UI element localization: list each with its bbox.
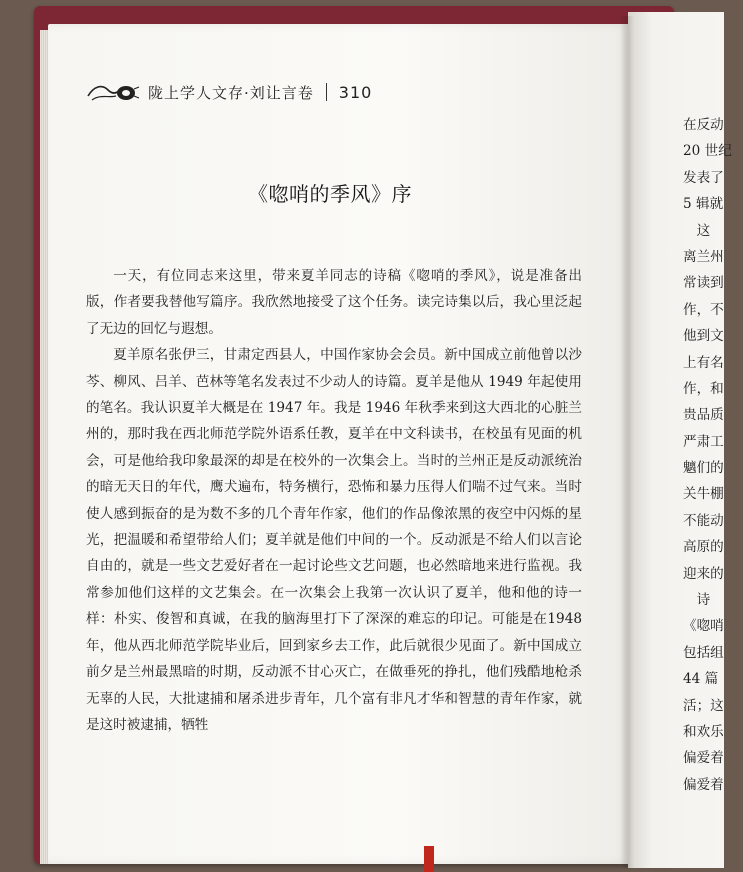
right-line: 他到文 <box>683 328 724 345</box>
right-line: 偏爱着 <box>683 776 724 793</box>
page-number: 310 <box>338 82 373 102</box>
right-line: 《唿哨 <box>683 618 724 635</box>
right-line: 上有名 <box>683 354 724 371</box>
chapter-title: 《唿哨的季风》序 <box>248 182 412 206</box>
right-line: 活；这 <box>683 697 724 714</box>
right-line: 严肃工 <box>683 433 724 450</box>
right-line: 和欢乐 <box>683 723 724 740</box>
paragraph: 一天，有位同志来这里，带来夏羊同志的诗稿《唿哨的季风》，说是准备出版，作者要我替他写篇序。我欣然地接受了这个任务。读完诗集以后，我心里泛起了无边的回忆与遐想。 <box>86 268 582 337</box>
right-line: 离兰州 <box>683 248 724 265</box>
header-divider <box>326 83 327 101</box>
right-line: 44 篇 <box>683 671 719 688</box>
body-text <box>86 263 582 738</box>
bookmark-ribbon <box>424 846 434 872</box>
right-line: 作，和 <box>683 380 724 397</box>
paragraph: 夏羊原名张伊三，甘肃定西县人，中国作家协会会员。新中国成立前他曾以沙芩、柳风、吕羊、芭林等笔名发表过不少动人的诗篇。夏羊是他从 1949 年起使用的笔名。我认识夏羊大概是在 1947 年。我是 1946 年秋季来到这大西北的心脏兰州的，那时我在西北师范学院外语系任教，夏羊在中文科读书，在校虽有见面的机会，可是他给我印象最深的却是在校外的一次集会上。当时的兰州正是反动派统治的暗无天日的年代，鹰犬遍布，特务横行，恐怖和暴力压得人们喘不过气来。当时使人感到振奋的是为数不多的几个青年作家，他们的作品像浓黑的夜空中闪烁的星光，把温暖和希望带给人们；夏羊就是他们中间的一个。反动派是不给人们以言论自由的，就是一些文艺爱好者在一起讨论些文艺问题，也必然暗地来进行监视。我常参加他们这样的文艺集会。在一次集会上我第一次认识了夏羊，他和他的诗一样：朴实、俊智和真诚，在我的脑海里打下了深深的难忘的印记。可能是在1948 年，他从西北师范学院毕业后，回到家乡去工作，此后就很少见面了。新中国成立前夕是兰州最黑暗的时期，反动派不甘心灭亡，在做垂死的挣扎，他们残酷地枪杀无辜的人民，大批逮捕和屠杀进步青年，几个富有非凡才华和智慧的青年作家，就是这时被逮捕，牺牲 <box>86 347 582 733</box>
right-line: 常读到 <box>683 275 724 292</box>
right-line: 迎来的 <box>683 565 724 582</box>
right-line: 不能动 <box>683 512 724 529</box>
right-line: 作，不 <box>683 301 724 318</box>
right-line: 包括组 <box>683 644 724 661</box>
right-line: 发表了 <box>683 169 724 186</box>
right-line: 高原的 <box>683 539 724 556</box>
right-line: 关牛棚 <box>683 486 724 503</box>
right-line: 20 世纪 <box>683 143 732 160</box>
series-title: 陇上学人文存·刘让言卷 <box>148 83 314 102</box>
right-line: 贵品质 <box>683 407 724 424</box>
book-gutter <box>620 16 634 868</box>
right-line: 5 辑就 <box>683 196 724 213</box>
running-header <box>86 78 372 106</box>
right-page-text <box>683 112 743 798</box>
right-line: 这 <box>683 222 711 239</box>
right-line: 在反动 <box>683 117 724 133</box>
right-line: 偏爱着 <box>683 750 724 767</box>
right-line: 诗 <box>683 592 711 609</box>
right-line: 魑们的 <box>683 460 724 477</box>
decorative-logo-icon <box>86 80 140 104</box>
